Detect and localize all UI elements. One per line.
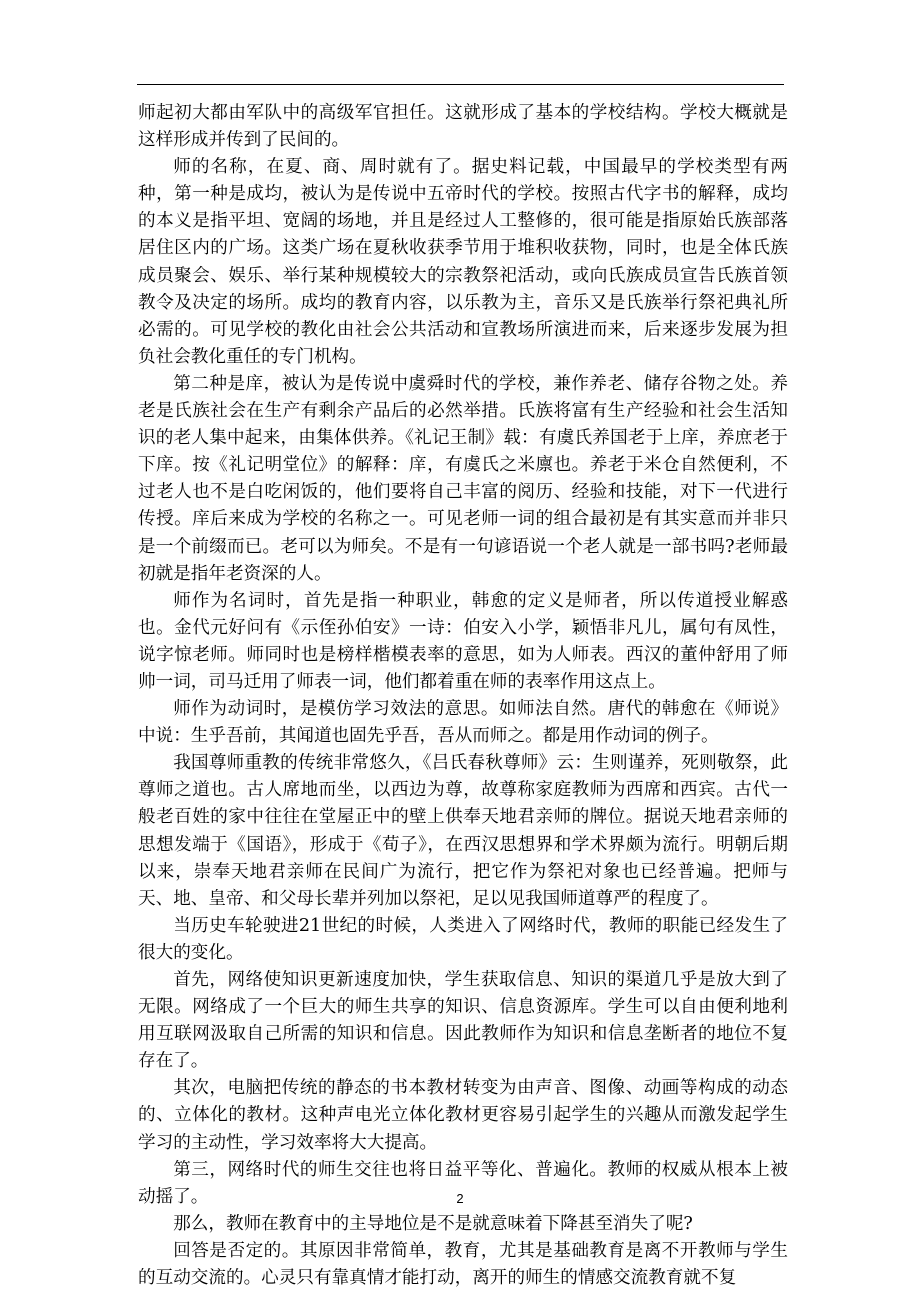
- document-body: [138, 100, 788, 1292]
- page-number: 2: [456, 1191, 464, 1206]
- paragraph: 师的名称，在夏、商、周时就有了。据史料记载，中国最早的学校类型有两种，第一种是成均，被认为是传说中五帝时代的学校。按照古代字书的解释，成均的本义是指平坦、宽阔的场地，并且是经过人工整修的，很可能是指原始氏族部落居住区内的广场。这类广场在夏秋收获季节用于堆积收获物，同时，也是全体氏族成员聚会、娱乐、举行某种规模较大的宗教祭祀活动，或向氏族成员宣告氏族首领教令及决定的场所。成均的教育内容，以乐教为主，音乐又是氏族举行祭祀典礼所必需的。可见学校的教化由社会公共活动和宣教场所演进而来，后来逐步发展为担负社会教化重任的专门机构。: [138, 157, 788, 367]
- paragraph: 我国尊师重教的传统非常悠久，《吕氏春秋尊师》云：生则谨养，死则敬祭，此尊师之道也。古人席地而坐，以西边为尊，故尊称家庭教师为西席和西宾。古代一般老百姓的家中往往在堂屋正中的壁上供奉天地君亲师的牌位。据说天地君亲师的思想发端于《国语》，形成于《荀子》，在西汉思想界和学术界颇为流行。明朝后期以来，崇奉天地君亲师在民间广为流行，把它作为祭祀对象也已经普遍。把师与天、地、皇帝、和父母长辈并列加以祭祀，足以见我国师道尊严的程度了。: [138, 753, 788, 909]
- paragraph: 第二种是庠，被认为是传说中虞舜时代的学校，兼作养老、储存谷物之处。养老是氏族社会在生产有剩余产品后的必然举措。氏族将富有生产经验和社会生活知识的老人集中起来，由集体供养。《礼记王制》载：有虞氏养国老于上庠，养庶老于下庠。按《礼记明堂位》的解释：庠，有虞氏之米廪也。养老于米仓自然便利，不过老人也不是白吃闲饭的，他们要将自己丰富的阅历、经验和技能，对下一代进行传授。庠后来成为学校的名称之一。可见老师一词的组合最初是有其实意而并非只是一个前缀而已。老可以为师矣。不是有一句谚语说一个老人就是一部书吗?老师最初就是指年老资深的人。: [138, 373, 788, 584]
- header-rule: [137, 84, 784, 85]
- paragraph: 师起初大都由军队中的高级军官担任。这就形成了基本的学校结构。学校大概就是这样形成并传到了民间的。: [138, 103, 788, 151]
- paragraph: 师作为动词时，是模仿学习效法的意思。如师法自然。唐代的韩愈在《师说》中说：生乎吾前，其闻道也固先乎吾，吾从而师之。都是用作动词的例子。: [138, 699, 788, 747]
- paragraph: 当历史车轮驶进21世纪的时候，人类进入了网络时代，教师的职能已经发生了很大的变化。: [138, 915, 788, 963]
- paragraph: 第三，网络时代的师生交往也将日益平等化、普遍化。教师的权威从根本上被动摇了。: [138, 1159, 788, 1207]
- paragraph: 首先，网络使知识更新速度加快，学生获取信息、知识的渠道几乎是放大到了无限。网络成了一个巨大的师生共享的知识、信息资源库。学生可以自由便利地利用互联网汲取自己所需的知识和信息。因此教师作为知识和信息垄断者的地位不复存在了。: [138, 970, 788, 1072]
- paragraph: 那么，教师在教育中的主导地位是不是就意味着下降甚至消失了呢?: [173, 1213, 693, 1234]
- paragraph: 师作为名词时，首先是指一种职业，韩愈的定义是师者，所以传道授业解惑也。金代元好问有《示侄孙伯安》一诗：伯安入小学，颖悟非凡儿，属句有凤性，说字惊老师。师同时也是榜样楷模表率的意思，如为人师表。西汉的董仲舒用了师帅一词，司马迁用了师表一词，他们都着重在师的表率作用这点上。: [138, 590, 788, 692]
- paragraph: 其次，电脑把传统的静态的书本教材转变为由声音、图像、动画等构成的动态的、立体化的教材。这种声电光立体化教材更容易引起学生的兴趣从而激发起学生学习的主动性，学习效率将大大提高。: [138, 1078, 788, 1153]
- paragraph: 回答是否定的。其原因非常简单，教育，尤其是基础教育是离不开教师与学生的互动交流的。心灵只有靠真情才能打动，离开的师生的情感交流教育就不复: [138, 1240, 788, 1289]
